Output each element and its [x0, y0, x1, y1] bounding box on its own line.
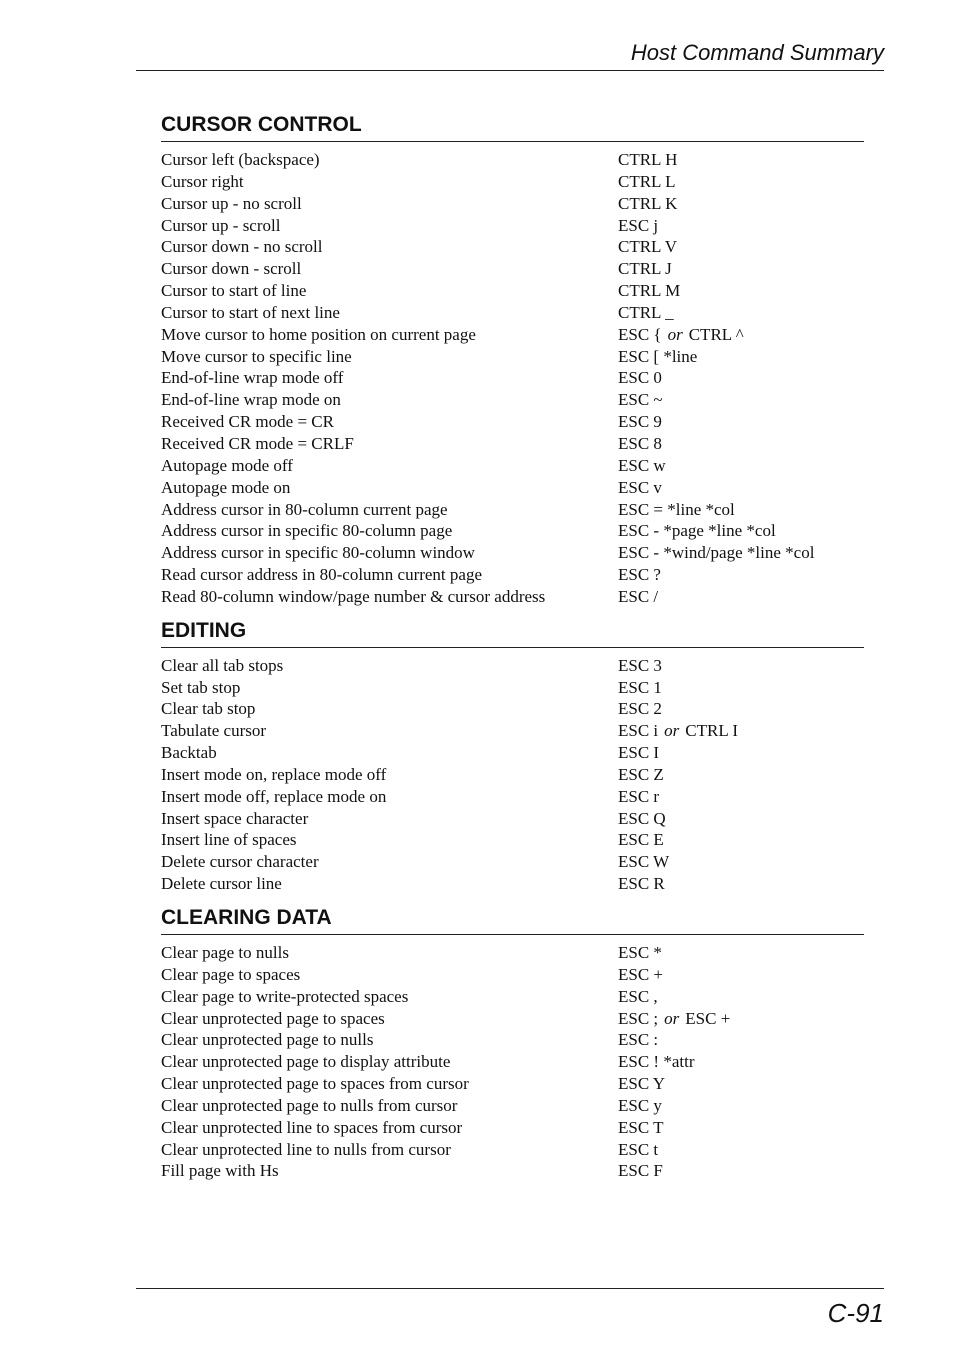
command-sequence	[618, 1008, 864, 1030]
command-summary	[161, 112, 864, 1192]
command-row	[161, 499, 864, 521]
key-sequence: ESC :	[618, 1030, 659, 1050]
command-row	[161, 324, 864, 346]
command-sequence	[618, 520, 864, 542]
command-sequence	[618, 829, 864, 851]
command-row	[161, 655, 864, 677]
or-separator: or	[667, 324, 683, 344]
command-description: Received CR mode = CRLF	[161, 433, 354, 453]
key-sequence: ESC = *line *col	[618, 499, 735, 519]
command-description: Address cursor in specific 80-column page	[161, 521, 453, 541]
command-sequence	[618, 302, 864, 324]
command-sequence	[618, 786, 864, 808]
command-sequence	[618, 193, 864, 215]
command-row	[161, 1008, 864, 1030]
command-row	[161, 1051, 864, 1073]
key-sequence: ESC j	[618, 215, 659, 235]
key-sequence: ESC - *page *line *col	[618, 521, 776, 541]
command-list	[161, 648, 864, 895]
command-row	[161, 1117, 864, 1139]
key-sequence: ESC *	[618, 943, 662, 962]
command-sequence	[618, 986, 864, 1008]
command-sequence	[618, 171, 864, 193]
command-sequence	[618, 942, 864, 964]
command-description: Autopage mode on	[161, 477, 291, 497]
key-sequence: CTRL H	[618, 150, 678, 169]
section-clearing-data	[161, 905, 864, 1182]
command-description: Clear unprotected page to display attribute	[161, 1052, 451, 1072]
command-row	[161, 873, 864, 895]
command-row	[161, 236, 864, 258]
command-sequence	[618, 346, 864, 368]
key-sequence: ESC ?	[618, 565, 661, 585]
command-sequence	[618, 655, 864, 677]
key-sequence: CTRL J	[618, 259, 672, 279]
command-sequence	[618, 280, 864, 302]
header-rule	[136, 70, 884, 71]
command-sequence	[618, 720, 864, 742]
key-sequence: ESC {	[618, 324, 662, 344]
command-sequence	[618, 149, 864, 171]
key-sequence: ESC 0	[618, 368, 662, 388]
key-sequence: ESC T	[618, 1117, 664, 1137]
key-sequence: ESC Q	[618, 808, 666, 828]
command-sequence	[618, 586, 864, 608]
command-description: Set tab stop	[161, 677, 241, 697]
command-row	[161, 677, 864, 699]
command-row	[161, 193, 864, 215]
command-sequence	[618, 742, 864, 764]
command-description: Clear unprotected line to spaces from cursor	[161, 1117, 463, 1137]
key-sequence: ESC W	[618, 852, 670, 872]
key-sequence: ESC t	[618, 1139, 659, 1159]
command-description: Clear unprotected page to spaces from cursor	[161, 1074, 469, 1094]
command-sequence	[618, 477, 864, 499]
command-description: Clear page to write-protected spaces	[161, 986, 409, 1006]
command-sequence	[618, 851, 864, 873]
command-description: Tabulate cursor	[161, 721, 267, 741]
command-row	[161, 942, 864, 964]
command-sequence	[618, 764, 864, 786]
command-sequence	[618, 1051, 864, 1073]
key-sequence: CTRL K	[618, 193, 678, 213]
command-sequence	[618, 433, 864, 455]
command-sequence	[618, 367, 864, 389]
key-sequence: ESC i	[618, 721, 659, 741]
command-description: Insert space character	[161, 808, 309, 828]
key-sequence: CTRL _	[618, 302, 674, 322]
or-separator: or	[664, 1008, 680, 1028]
command-description: Clear unprotected line to nulls from cursor	[161, 1139, 451, 1159]
command-sequence	[618, 1139, 864, 1161]
command-sequence	[618, 808, 864, 830]
section-cursor-control	[161, 112, 864, 608]
command-row	[161, 542, 864, 564]
key-sequence: ESC +	[618, 964, 664, 984]
command-description: Clear tab stop	[161, 699, 256, 719]
command-description: Cursor up - scroll	[161, 215, 281, 235]
command-sequence	[618, 215, 864, 237]
key-sequence: ESC y	[618, 1095, 662, 1115]
command-sequence	[618, 324, 864, 346]
command-description: Cursor down - no scroll	[161, 237, 323, 257]
command-list	[161, 935, 864, 1182]
key-sequence: ESC 1	[618, 677, 662, 697]
command-row	[161, 346, 864, 368]
command-row	[161, 149, 864, 171]
command-row	[161, 171, 864, 193]
key-sequence: CTRL M	[618, 281, 681, 301]
command-description: Address cursor in 80-column current page	[161, 499, 448, 519]
command-sequence	[618, 1117, 864, 1139]
command-description: Delete cursor character	[161, 852, 319, 872]
command-sequence	[618, 1073, 864, 1095]
key-sequence: ESC 9	[618, 412, 662, 432]
footer-rule	[136, 1288, 884, 1289]
command-row	[161, 786, 864, 808]
command-row	[161, 1073, 864, 1095]
command-description: Clear unprotected page to nulls from cursor	[161, 1095, 458, 1115]
command-row	[161, 520, 864, 542]
running-head: Host Command Summary	[630, 40, 884, 65]
alt-key-sequence: CTRL ^	[688, 324, 744, 344]
command-sequence	[618, 455, 864, 477]
key-sequence: ESC ! *attr	[618, 1052, 695, 1072]
command-row	[161, 215, 864, 237]
command-description: Move cursor to home position on current page	[161, 324, 476, 344]
command-description: Received CR mode = CR	[161, 412, 334, 432]
key-sequence: ESC ~	[618, 390, 663, 410]
command-description: Address cursor in specific 80-column window	[161, 543, 475, 563]
key-sequence: ESC Y	[618, 1074, 666, 1094]
command-sequence	[618, 964, 864, 986]
command-description: Cursor left (backspace)	[161, 150, 320, 169]
command-row	[161, 720, 864, 742]
command-description: Clear page to nulls	[161, 943, 289, 962]
key-sequence: ESC ,	[618, 986, 658, 1006]
command-description: End-of-line wrap mode on	[161, 390, 341, 410]
key-sequence: ESC I	[618, 743, 660, 763]
command-row	[161, 389, 864, 411]
key-sequence: ESC v	[618, 477, 662, 497]
key-sequence: CTRL L	[618, 171, 676, 191]
command-description: Clear all tab stops	[161, 655, 284, 675]
command-sequence	[618, 698, 864, 720]
command-description: Insert mode off, replace mode on	[161, 786, 387, 806]
command-row	[161, 367, 864, 389]
key-sequence: ESC - *wind/page *line *col	[618, 543, 815, 563]
command-row	[161, 698, 864, 720]
command-sequence	[618, 542, 864, 564]
key-sequence: ESC 3	[618, 655, 662, 675]
command-row	[161, 1095, 864, 1117]
command-row	[161, 986, 864, 1008]
command-description: Clear unprotected page to spaces	[161, 1008, 385, 1028]
command-row	[161, 477, 864, 499]
command-row	[161, 829, 864, 851]
command-row	[161, 964, 864, 986]
command-row	[161, 564, 864, 586]
command-description: Cursor to start of line	[161, 281, 307, 301]
command-description: Fill page with Hs	[161, 1161, 279, 1181]
key-sequence: ESC /	[618, 586, 659, 606]
command-description: Insert line of spaces	[161, 830, 297, 850]
or-separator: or	[664, 721, 680, 741]
key-sequence: ESC R	[618, 874, 665, 894]
alt-key-sequence: CTRL I	[685, 721, 739, 741]
command-sequence	[618, 411, 864, 433]
command-row	[161, 764, 864, 786]
command-description: Cursor down - scroll	[161, 259, 302, 279]
command-sequence	[618, 389, 864, 411]
key-sequence: ESC r	[618, 786, 660, 806]
key-sequence: ESC 2	[618, 699, 662, 719]
command-sequence	[618, 564, 864, 586]
command-list	[161, 142, 864, 608]
command-row	[161, 411, 864, 433]
command-row	[161, 742, 864, 764]
command-description: Insert mode on, replace mode off	[161, 764, 387, 784]
key-sequence: ESC ;	[618, 1008, 659, 1028]
key-sequence: ESC w	[618, 455, 666, 475]
command-sequence	[618, 236, 864, 258]
key-sequence: ESC Z	[618, 764, 664, 784]
command-description: Cursor right	[161, 171, 244, 191]
key-sequence: ESC F	[618, 1161, 663, 1181]
command-sequence	[618, 258, 864, 280]
section-title: EDITING	[161, 618, 864, 648]
command-row	[161, 433, 864, 455]
command-row	[161, 1029, 864, 1051]
command-description: Autopage mode off	[161, 455, 293, 475]
command-sequence	[618, 499, 864, 521]
command-row	[161, 851, 864, 873]
command-sequence	[618, 1029, 864, 1051]
command-row	[161, 302, 864, 324]
command-sequence	[618, 1095, 864, 1117]
command-sequence	[618, 677, 864, 699]
command-description: Cursor up - no scroll	[161, 193, 302, 213]
command-description: Read 80-column window/page number & cursor address	[161, 586, 546, 606]
command-row	[161, 258, 864, 280]
command-description: Read cursor address in 80-column current page	[161, 565, 482, 585]
section-title: CURSOR CONTROL	[161, 112, 864, 142]
command-description: Clear unprotected page to nulls	[161, 1030, 374, 1050]
command-row	[161, 1139, 864, 1161]
section-title: CLEARING DATA	[161, 905, 864, 935]
alt-key-sequence: ESC +	[685, 1008, 731, 1028]
command-sequence	[618, 1160, 864, 1182]
key-sequence: ESC E	[618, 830, 664, 850]
command-description: Backtab	[161, 743, 217, 763]
command-row	[161, 280, 864, 302]
command-description: Clear page to spaces	[161, 964, 301, 984]
command-row	[161, 1160, 864, 1182]
key-sequence: ESC [ *line	[618, 346, 698, 366]
section-editing	[161, 618, 864, 895]
command-row	[161, 808, 864, 830]
command-description: Move cursor to specific line	[161, 346, 352, 366]
command-row	[161, 455, 864, 477]
command-description: Cursor to start of next line	[161, 302, 340, 322]
command-row	[161, 586, 864, 608]
command-description: Delete cursor line	[161, 874, 282, 894]
key-sequence: ESC 8	[618, 433, 662, 453]
command-description: End-of-line wrap mode off	[161, 368, 344, 388]
key-sequence: CTRL V	[618, 237, 678, 257]
command-sequence	[618, 873, 864, 895]
page-number: C-91	[827, 1298, 884, 1328]
